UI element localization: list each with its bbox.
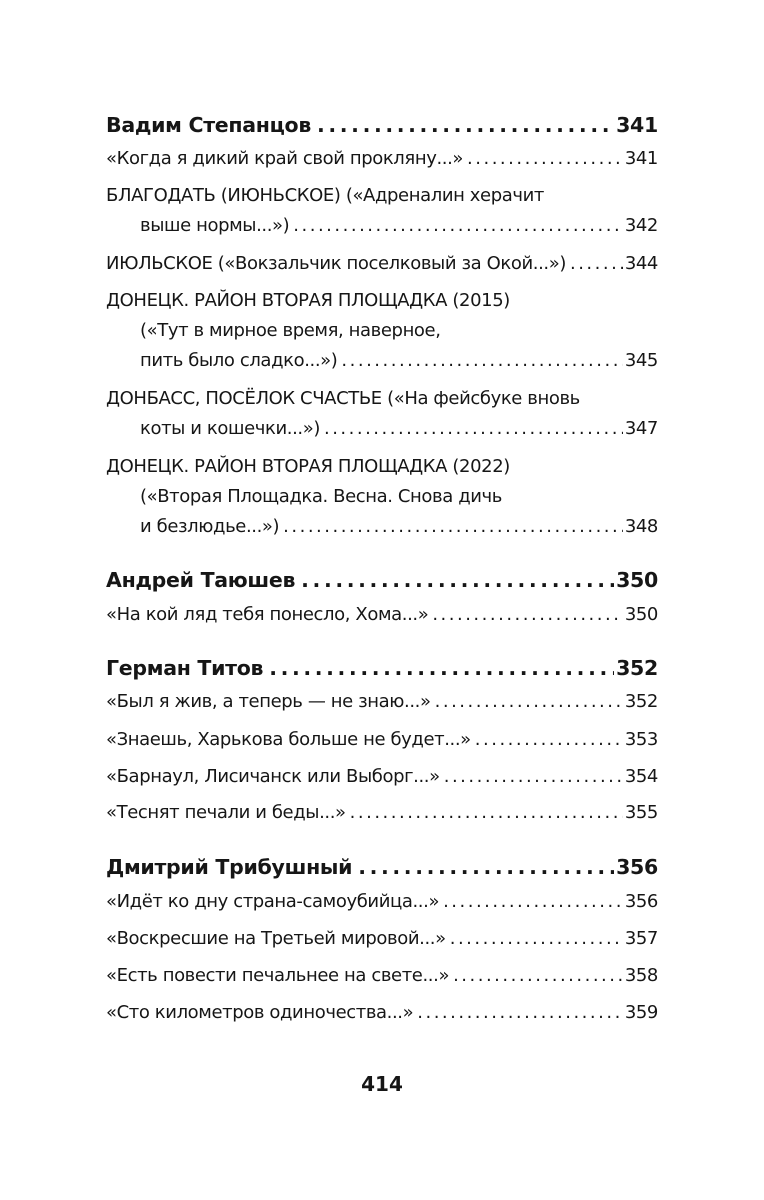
toc-entry xyxy=(106,729,658,751)
dot-leader xyxy=(570,253,623,275)
toc-entry-title-line xyxy=(106,290,510,312)
dot-leader xyxy=(358,854,614,880)
dot-leader xyxy=(324,418,623,440)
entry-title-continued: («Вторая Площадка. Весна. Снова дичь xyxy=(140,486,502,507)
entry-title: ДОНЕЦК. РАЙОН ВТОРАЯ ПЛОЩАДКА (2022) xyxy=(106,456,510,477)
entry-page-number: 350 xyxy=(624,604,658,625)
dot-leader xyxy=(475,729,623,751)
toc-entry-title-line xyxy=(106,388,580,410)
entry-page-number: 342 xyxy=(624,215,658,236)
toc-entry-title-line xyxy=(140,320,441,342)
entry-page-number: 353 xyxy=(624,729,658,750)
entry-title-continued: выше нормы...») xyxy=(140,215,290,236)
toc-entry-title-line xyxy=(106,185,544,207)
dot-leader xyxy=(269,655,614,681)
toc-entry xyxy=(140,215,658,237)
entry-title: БЛАГОДАТЬ (ИЮНЬСКОЕ) («Адреналин херачит xyxy=(106,185,545,206)
dot-leader xyxy=(417,1002,623,1024)
entry-page-number: 355 xyxy=(624,802,658,823)
toc-entry xyxy=(106,928,658,950)
entry-page-number: 347 xyxy=(624,418,658,439)
entry-page-number: 358 xyxy=(624,965,658,986)
entry-title: «На кой ляд тебя понесло, Хома...» xyxy=(106,604,429,625)
author-name: Дмитрий Трибушный xyxy=(106,855,353,879)
toc-author-heading xyxy=(106,112,658,138)
entry-title: «Воскресшие на Третьей мировой...» xyxy=(106,928,446,949)
entry-title: «Был я жив, а теперь — не знаю...» xyxy=(106,691,431,712)
dot-leader xyxy=(444,766,623,788)
dot-leader xyxy=(435,691,623,713)
toc-entry xyxy=(106,253,658,275)
toc-entry xyxy=(140,350,658,372)
entry-page-number: 348 xyxy=(624,516,658,537)
entry-page-number: 357 xyxy=(624,928,658,949)
toc-entry xyxy=(106,148,658,170)
dot-leader xyxy=(350,802,623,824)
dot-leader xyxy=(467,148,623,170)
entry-title: «Идёт ко дну страна-самоубийца...» xyxy=(106,891,440,912)
author-page-number: 356 xyxy=(616,855,658,879)
entry-page-number: 352 xyxy=(624,691,658,712)
entry-page-number: 354 xyxy=(624,766,658,787)
toc-entry xyxy=(106,766,658,788)
entry-title: «Есть повести печальнее на свете...» xyxy=(106,965,450,986)
dot-leader xyxy=(317,112,614,138)
dot-leader xyxy=(443,891,623,913)
author-name: Вадим Степанцов xyxy=(106,113,312,137)
toc-entry-title-line xyxy=(106,456,510,478)
author-name: Андрей Таюшев xyxy=(106,568,296,592)
toc-entry xyxy=(140,516,658,538)
toc-entry xyxy=(106,891,658,913)
toc-entry xyxy=(106,965,658,987)
author-page-number: 341 xyxy=(616,113,658,137)
toc-entry xyxy=(140,418,658,440)
page-number: 414 xyxy=(361,1072,403,1096)
entry-title-continued: и безлюдье...») xyxy=(140,516,280,537)
toc-entry xyxy=(106,802,658,824)
entry-page-number: 359 xyxy=(624,1002,658,1023)
entry-title: ДОНБАСС, ПОСЁЛОК СЧАСТЬЕ («На фейсбуке вновь xyxy=(106,388,580,409)
dot-leader xyxy=(283,516,623,538)
entry-page-number: 356 xyxy=(624,891,658,912)
entry-title: «Когда я дикий край свой прокляну...» xyxy=(106,148,464,169)
entry-page-number: 341 xyxy=(624,148,658,169)
entry-page-number: 344 xyxy=(624,253,658,274)
entry-title: «Сто километров одиночества...» xyxy=(106,1002,414,1023)
entry-page-number: 345 xyxy=(624,350,658,371)
toc-author-heading xyxy=(106,655,658,681)
toc-entry-title-line xyxy=(140,486,502,508)
entry-title: «Знаешь, Харькова больше не будет...» xyxy=(106,729,471,750)
toc-author-heading xyxy=(106,567,658,593)
toc-entry xyxy=(106,691,658,713)
dot-leader xyxy=(341,350,622,372)
author-name: Герман Титов xyxy=(106,656,264,680)
toc-entry xyxy=(106,604,658,626)
toc-entry xyxy=(106,1002,658,1024)
entry-title-continued: пить было сладко...») xyxy=(140,350,338,371)
dot-leader xyxy=(293,215,623,237)
dot-leader xyxy=(301,567,614,593)
dot-leader xyxy=(450,928,623,950)
author-page-number: 352 xyxy=(616,656,658,680)
entry-title: «Барнаул, Лисичанск или Выборг...» xyxy=(106,766,440,787)
entry-title-continued: («Тут в мирное время, наверное, xyxy=(140,320,441,341)
dot-leader xyxy=(453,965,623,987)
toc-author-heading xyxy=(106,854,658,880)
entry-title: ИЮЛЬСКОЕ («Вокзальчик поселковый за Окой...») xyxy=(106,253,566,274)
entry-title-continued: коты и кошечки...») xyxy=(140,418,320,439)
dot-leader xyxy=(432,604,623,626)
entry-title: ДОНЕЦК. РАЙОН ВТОРАЯ ПЛОЩАДКА (2015) xyxy=(106,290,510,311)
entry-title: «Теснят печали и беды...» xyxy=(106,802,346,823)
author-page-number: 350 xyxy=(616,568,658,592)
